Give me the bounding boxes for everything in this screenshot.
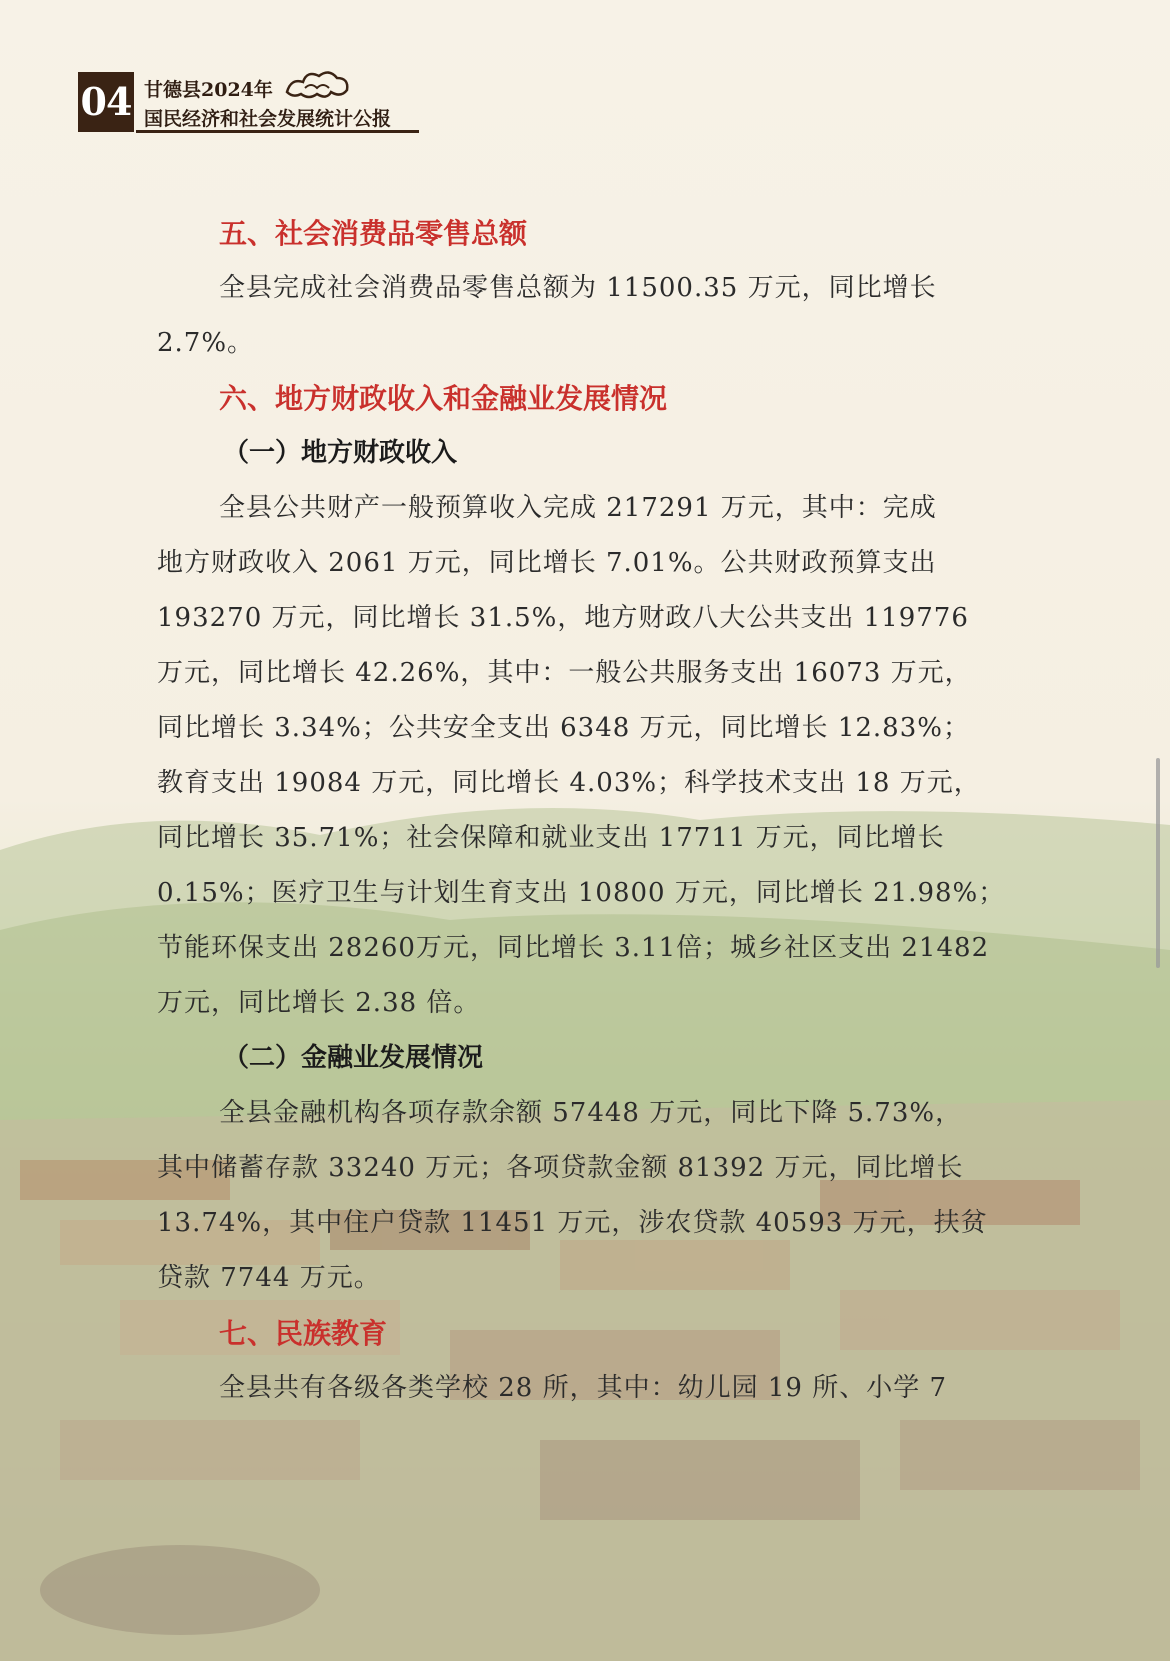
paragraph-line: 193270 万元，同比增长 31.5%，地方财政八大公共支出 119776 [157,603,969,633]
section-heading-retail: 五、社会消费品零售总额 [219,217,528,250]
paragraph-line: 节能环保支出 28260万元，同比增长 3.11倍；城乡社区支出 21482 [157,933,990,963]
paragraph-line: 全县金融机构各项存款余额 57448 万元，同比下降 5.73%， [219,1098,963,1128]
paragraph-line: 0.15%；医疗卫生与计划生育支出 10800 万元，同比增长 21.98%； [157,878,1006,908]
report-title-line1: 甘德县2024年 [144,79,273,101]
report-header [78,72,423,134]
paragraph-line: 地方财政收入 2061 万元，同比增长 7.01%。公共财政预算支出 [157,548,937,578]
paragraph-line: 同比增长 3.34%；公共安全支出 6348 万元，同比增长 12.83%； [157,713,970,743]
section-heading-education: 七、民族教育 [219,1317,388,1350]
page-number-badge: 04 [78,72,134,132]
paragraph-line: 全县共有各级各类学校 28 所，其中：幼儿园 19 所、小学 7 [219,1373,948,1403]
paragraph-line: 全县完成社会消费品零售总额为 11500.35 万元，同比增长 [219,273,937,303]
subsection-heading-financial-industry: （二）金融业发展情况 [223,1043,484,1073]
paragraph-line: 2.7%。 [157,328,255,358]
paragraph-line: 全县公共财产一般预算收入完成 217291 万元，其中：完成 [219,493,937,523]
paragraph-line: 贷款 7744 万元。 [157,1263,381,1293]
paragraph-line: 教育支出 19084 万元，同比增长 4.03%；科学技术支出 18 万元， [157,768,981,798]
paragraph-line: 万元，同比增长 42.26%，其中：一般公共服务支出 16073 万元， [157,658,972,688]
auspicious-cloud-icon [283,68,353,102]
header-divider [136,130,419,133]
section-heading-finance: 六、地方财政收入和金融业发展情况 [219,382,668,415]
subsection-heading-fiscal-revenue: （一）地方财政收入 [223,438,458,468]
report-body [157,206,1022,1416]
scrollbar[interactable] [1156,758,1160,968]
report-title-line2: 国民经济和社会发展统计公报 [144,108,392,130]
paragraph-line: 万元，同比增长 2.38 倍。 [157,988,481,1018]
paragraph-line: 其中储蓄存款 33240 万元；各项贷款金额 81392 万元，同比增长 [157,1153,964,1183]
paragraph-line: 同比增长 35.71%；社会保障和就业支出 17711 万元，同比增长 [157,823,945,853]
paragraph-line: 13.74%，其中住户贷款 11451 万元，涉农贷款 40593 万元，扶贫 [157,1208,988,1238]
